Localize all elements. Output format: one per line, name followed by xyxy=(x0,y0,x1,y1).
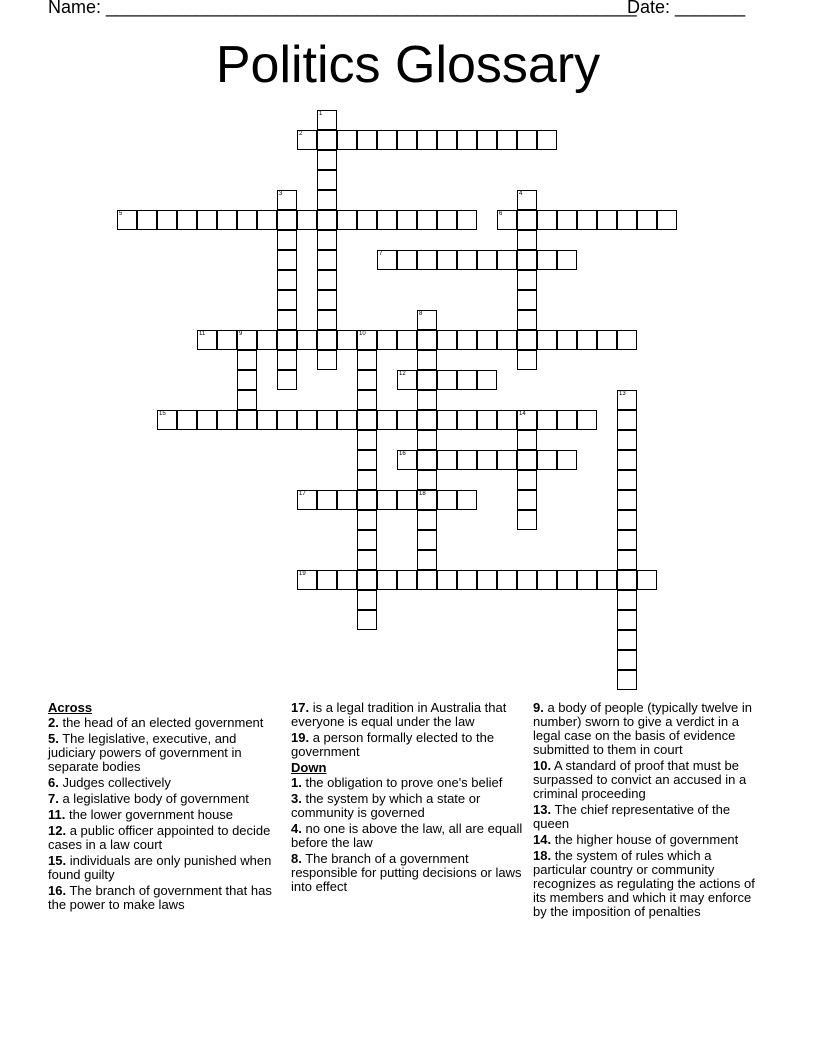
crossword-cell[interactable] xyxy=(277,310,297,330)
crossword-cell[interactable] xyxy=(297,570,317,590)
crossword-cell[interactable] xyxy=(517,130,537,150)
crossword-cell[interactable] xyxy=(397,370,417,390)
crossword-cell[interactable] xyxy=(337,410,357,430)
crossword-cell[interactable] xyxy=(517,450,537,470)
crossword-cell[interactable] xyxy=(377,570,397,590)
crossword-cell[interactable] xyxy=(437,410,457,430)
crossword-cell[interactable] xyxy=(317,150,337,170)
clue-number: 14 xyxy=(519,411,526,417)
clue-number: 6 xyxy=(499,211,503,217)
crossword-cell[interactable] xyxy=(617,470,637,490)
crossword-cell[interactable] xyxy=(617,210,637,230)
clue-number: 8 xyxy=(419,311,423,317)
crossword-cell[interactable] xyxy=(497,410,517,430)
crossword-cell[interactable] xyxy=(617,510,637,530)
crossword-cell[interactable] xyxy=(397,570,417,590)
crossword-cell[interactable] xyxy=(397,410,417,430)
crossword-cell[interactable] xyxy=(337,210,357,230)
crossword-cell[interactable] xyxy=(617,430,637,450)
crossword-cell[interactable] xyxy=(637,570,657,590)
crossword-cell[interactable] xyxy=(577,210,597,230)
crossword-cell[interactable] xyxy=(417,510,437,530)
crossword-cell[interactable] xyxy=(277,270,297,290)
crossword-cell[interactable] xyxy=(457,370,477,390)
crossword-cell[interactable] xyxy=(537,130,557,150)
crossword-cell[interactable] xyxy=(517,470,537,490)
crossword-cell[interactable] xyxy=(517,230,537,250)
crossword-cell[interactable] xyxy=(317,570,337,590)
crossword-cell[interactable] xyxy=(517,570,537,590)
crossword-cell[interactable] xyxy=(217,210,237,230)
crossword-cell[interactable] xyxy=(377,330,397,350)
crossword-cell[interactable] xyxy=(517,250,537,270)
crossword-cell[interactable] xyxy=(357,610,377,630)
crossword-cell[interactable] xyxy=(497,210,517,230)
clue-number: 9 xyxy=(239,331,243,337)
crossword-cell[interactable] xyxy=(137,210,157,230)
crossword-cell[interactable] xyxy=(257,210,277,230)
crossword-cell[interactable] xyxy=(597,570,617,590)
crossword-cell[interactable] xyxy=(437,210,457,230)
across-heading: Across xyxy=(48,700,93,715)
crossword-cell[interactable] xyxy=(517,190,537,210)
crossword-cell[interactable] xyxy=(617,490,637,510)
crossword-cell[interactable] xyxy=(337,330,357,350)
crossword-cell[interactable] xyxy=(277,410,297,430)
crossword-cell[interactable] xyxy=(517,410,537,430)
crossword-cell[interactable] xyxy=(617,410,637,430)
clue-number: 5 xyxy=(119,211,123,217)
clue-number: 4 xyxy=(519,191,523,197)
down-clue: 14. the higher house of government xyxy=(533,832,739,847)
crossword-cell[interactable] xyxy=(577,330,597,350)
down-clue: 10. A standard of proof that must be surpassed to convict an accused in a criminal proceeding xyxy=(533,758,747,801)
crossword-cell[interactable] xyxy=(357,470,377,490)
crossword-cell[interactable] xyxy=(477,330,497,350)
crossword-cell[interactable] xyxy=(437,130,457,150)
crossword-cell[interactable] xyxy=(417,310,437,330)
crossword-cell[interactable] xyxy=(557,570,577,590)
crossword-cell[interactable] xyxy=(277,290,297,310)
crossword-cell[interactable] xyxy=(297,330,317,350)
crossword-cell[interactable] xyxy=(417,550,437,570)
crossword-cell[interactable] xyxy=(557,210,577,230)
down-clue: 13. The chief representative of the queen xyxy=(533,802,731,831)
crossword-cell[interactable] xyxy=(617,450,637,470)
crossword-cell[interactable] xyxy=(197,410,217,430)
crossword-cell[interactable] xyxy=(357,570,377,590)
crossword-cell[interactable] xyxy=(497,330,517,350)
crossword-cell[interactable] xyxy=(617,670,637,690)
clue-number: 18 xyxy=(419,491,426,497)
clue-number: 16 xyxy=(399,451,406,457)
crossword-cell[interactable] xyxy=(517,270,537,290)
crossword-cell[interactable] xyxy=(417,450,437,470)
crossword-cell[interactable] xyxy=(437,250,457,270)
name-field[interactable]: Name: _____________________________________________________ xyxy=(48,0,637,17)
crossword-cell[interactable] xyxy=(617,630,637,650)
crossword-cell[interactable] xyxy=(357,390,377,410)
crossword-cell[interactable] xyxy=(437,450,457,470)
crossword-cell[interactable] xyxy=(357,410,377,430)
clues-column-3 xyxy=(533,701,765,921)
crossword-cell[interactable] xyxy=(397,490,417,510)
crossword-cell[interactable] xyxy=(557,410,577,430)
crossword-cell[interactable] xyxy=(197,330,217,350)
crossword-cell[interactable] xyxy=(417,570,437,590)
crossword-cell[interactable] xyxy=(157,410,177,430)
crossword-cell[interactable] xyxy=(437,370,457,390)
crossword-cell[interactable] xyxy=(437,570,457,590)
crossword-cell[interactable] xyxy=(297,130,317,150)
crossword-cell[interactable] xyxy=(477,370,497,390)
crossword-cell[interactable] xyxy=(457,490,477,510)
crossword-cell[interactable] xyxy=(277,370,297,390)
crossword-cell[interactable] xyxy=(177,410,197,430)
crossword-cell[interactable] xyxy=(237,410,257,430)
crossword-cell[interactable] xyxy=(357,530,377,550)
clue-number: 15 xyxy=(159,411,166,417)
clue-number: 19 xyxy=(299,571,306,577)
crossword-cell[interactable] xyxy=(577,570,597,590)
crossword-cell[interactable] xyxy=(417,330,437,350)
crossword-cell[interactable] xyxy=(297,410,317,430)
crossword-cell[interactable] xyxy=(317,230,337,250)
crossword-cell[interactable] xyxy=(497,130,517,150)
crossword-cell[interactable] xyxy=(317,190,337,210)
crossword-cell[interactable] xyxy=(317,290,337,310)
across-clue: 12. a public officer appointed to decide cases in a law court xyxy=(48,823,271,852)
crossword-cell[interactable] xyxy=(357,330,377,350)
crossword-cell[interactable] xyxy=(377,130,397,150)
crossword-cell[interactable] xyxy=(617,570,637,590)
crossword-cell[interactable] xyxy=(597,210,617,230)
crossword-cell[interactable] xyxy=(277,250,297,270)
crossword-cell[interactable] xyxy=(417,130,437,150)
down-clue: 9. a body of people (typically twelve in number) sworn to give a verdict in a legal case on the basis of evidence submitted to them in court xyxy=(533,700,752,757)
clue-number: 10 xyxy=(359,331,366,337)
crossword-cell[interactable] xyxy=(417,490,437,510)
down-clue: 8. The branch of a government responsible for putting decisions or laws into effect xyxy=(291,851,522,894)
crossword-cell[interactable] xyxy=(317,110,337,130)
crossword-cell[interactable] xyxy=(217,330,237,350)
page-title: Politics Glossary xyxy=(215,36,601,94)
crossword-cell[interactable] xyxy=(237,350,257,370)
crossword-cell[interactable] xyxy=(357,450,377,470)
crossword-cell[interactable] xyxy=(277,210,297,230)
crossword-cell[interactable] xyxy=(357,510,377,530)
crossword-cell[interactable] xyxy=(317,310,337,330)
crossword-cell[interactable] xyxy=(357,430,377,450)
crossword-cell[interactable] xyxy=(317,250,337,270)
crossword-cell[interactable] xyxy=(357,370,377,390)
crossword-cell[interactable] xyxy=(317,270,337,290)
crossword-cell[interactable] xyxy=(477,570,497,590)
crossword-cell[interactable] xyxy=(357,210,377,230)
crossword-cell[interactable] xyxy=(417,370,437,390)
crossword-cell[interactable] xyxy=(237,390,257,410)
across-clue: 7. a legislative body of government xyxy=(48,791,249,806)
crossword-cell[interactable] xyxy=(317,490,337,510)
crossword-cell[interactable] xyxy=(517,210,537,230)
crossword-cell[interactable] xyxy=(457,570,477,590)
crossword-cell[interactable] xyxy=(357,130,377,150)
clue-number: 2 xyxy=(299,131,303,137)
crossword-cell[interactable] xyxy=(457,410,477,430)
crossword-cell[interactable] xyxy=(557,330,577,350)
crossword-cell[interactable] xyxy=(617,550,637,570)
clues-column-2 xyxy=(291,701,523,896)
crossword-cell[interactable] xyxy=(377,250,397,270)
across-clue: 11. the lower government house xyxy=(48,807,234,822)
crossword-cell[interactable] xyxy=(377,410,397,430)
crossword-cell[interactable] xyxy=(537,450,557,470)
crossword-cell[interactable] xyxy=(617,330,637,350)
clue-number: 3 xyxy=(279,191,283,197)
crossword-cell[interactable] xyxy=(437,330,457,350)
crossword-cell[interactable] xyxy=(397,210,417,230)
crossword-cell[interactable] xyxy=(457,210,477,230)
crossword-cell[interactable] xyxy=(397,330,417,350)
crossword-cell[interactable] xyxy=(257,330,277,350)
crossword-cell[interactable] xyxy=(437,490,457,510)
across-clue: 6. Judges collectively xyxy=(48,775,171,790)
crossword-cell[interactable] xyxy=(597,330,617,350)
across-clue: 2. the head of an elected government xyxy=(48,715,264,730)
crossword-cell[interactable] xyxy=(517,330,537,350)
crossword-cell[interactable] xyxy=(317,210,337,230)
crossword-cell[interactable] xyxy=(657,210,677,230)
crossword-cell[interactable] xyxy=(337,130,357,150)
crossword-cell[interactable] xyxy=(357,350,377,370)
crossword-cell[interactable] xyxy=(617,590,637,610)
crossword-cell[interactable] xyxy=(457,130,477,150)
crossword-cell[interactable] xyxy=(417,210,437,230)
crossword-cell[interactable] xyxy=(537,330,557,350)
crossword-cell[interactable] xyxy=(417,410,437,430)
crossword-cell[interactable] xyxy=(417,530,437,550)
crossword-cell[interactable] xyxy=(517,310,537,330)
crossword-cell[interactable] xyxy=(497,450,517,470)
crossword-cell[interactable] xyxy=(537,410,557,430)
crossword-cell[interactable] xyxy=(177,210,197,230)
crossword-cell[interactable] xyxy=(157,210,177,230)
crossword-cell[interactable] xyxy=(557,450,577,470)
crossword-cell[interactable] xyxy=(517,350,537,370)
crossword-cell[interactable] xyxy=(417,470,437,490)
date-field[interactable]: Date: _______ xyxy=(627,0,746,17)
down-clue: 3. the system by which a state or community is governed xyxy=(291,791,481,820)
down-clue: 4. no one is above the law, all are equall before the law xyxy=(291,821,523,850)
crossword-cell[interactable] xyxy=(357,590,377,610)
crossword-cell[interactable] xyxy=(377,490,397,510)
across-clue: 5. The legislative, executive, and judiciary powers of government in separate bodies xyxy=(48,731,242,774)
crossword-cell[interactable] xyxy=(317,130,337,150)
crossword-cell[interactable] xyxy=(537,250,557,270)
crossword-cell[interactable] xyxy=(197,210,217,230)
crossword-cell[interactable] xyxy=(317,410,337,430)
clue-number: 11 xyxy=(199,331,206,337)
across-clue: 16. The branch of government that has the power to make laws xyxy=(48,883,272,912)
clue-number: 12 xyxy=(399,371,406,377)
crossword-cell[interactable] xyxy=(397,250,417,270)
clue-number: 7 xyxy=(379,251,383,257)
clue-number: 17 xyxy=(299,491,306,497)
crossword-cell[interactable] xyxy=(397,450,417,470)
crossword-cell[interactable] xyxy=(517,290,537,310)
crossword-cell[interactable] xyxy=(337,570,357,590)
crossword-cell[interactable] xyxy=(257,410,277,430)
crossword-cell[interactable] xyxy=(277,190,297,210)
crossword-cell[interactable] xyxy=(417,250,437,270)
crossword-cell[interactable] xyxy=(537,570,557,590)
crossword-cell[interactable] xyxy=(417,430,437,450)
crossword-cell[interactable] xyxy=(477,130,497,150)
crossword-cell[interactable] xyxy=(637,210,657,230)
crossword-cell[interactable] xyxy=(497,570,517,590)
crossword-cell[interactable] xyxy=(277,230,297,250)
crossword-cell[interactable] xyxy=(457,330,477,350)
crossword-cell[interactable] xyxy=(617,610,637,630)
crossword-cell[interactable] xyxy=(477,250,497,270)
crossword-cell[interactable] xyxy=(517,490,537,510)
crossword-cell[interactable] xyxy=(297,490,317,510)
crossword-cell[interactable] xyxy=(117,210,137,230)
crossword-cell[interactable] xyxy=(497,250,517,270)
crossword-cell[interactable] xyxy=(357,550,377,570)
crossword-cell[interactable] xyxy=(457,250,477,270)
crossword-cell[interactable] xyxy=(357,490,377,510)
crossword-cell[interactable] xyxy=(317,330,337,350)
crossword-cell[interactable] xyxy=(397,130,417,150)
crossword-cell[interactable] xyxy=(237,330,257,350)
crossword-cell[interactable] xyxy=(417,350,437,370)
crossword-cell[interactable] xyxy=(517,430,537,450)
across-clue: 15. individuals are only punished when found guilty xyxy=(48,853,272,882)
crossword-cell[interactable] xyxy=(377,210,397,230)
clue-number: 1 xyxy=(319,111,323,117)
crossword-cell[interactable] xyxy=(577,410,597,430)
crossword-cell[interactable] xyxy=(617,530,637,550)
crossword-cell[interactable] xyxy=(217,410,237,430)
crossword-cell[interactable] xyxy=(277,350,297,370)
crossword-cell[interactable] xyxy=(537,210,557,230)
crossword-cell[interactable] xyxy=(517,510,537,530)
crossword-cell[interactable] xyxy=(237,370,257,390)
crossword-cell[interactable] xyxy=(317,350,337,370)
crossword-cell[interactable] xyxy=(477,410,497,430)
crossword-cell[interactable] xyxy=(617,390,637,410)
across-clue: 19. a person formally elected to the government xyxy=(291,730,495,759)
crossword-cell[interactable] xyxy=(317,170,337,190)
crossword-cell[interactable] xyxy=(297,210,317,230)
across-clue: 17. is a legal tradition in Australia that everyone is equal under the law xyxy=(291,700,507,729)
crossword-cell[interactable] xyxy=(237,210,257,230)
crossword-cell[interactable] xyxy=(557,250,577,270)
down-heading: Down xyxy=(291,760,327,775)
clues-column-1 xyxy=(48,701,280,914)
crossword-cell[interactable] xyxy=(337,490,357,510)
down-clue: 1. the obligation to prove one's belief xyxy=(291,775,503,790)
crossword-cell[interactable] xyxy=(477,450,497,470)
crossword-cell[interactable] xyxy=(277,330,297,350)
crossword-cell[interactable] xyxy=(457,450,477,470)
down-clue: 18. the system of rules which a particular country or community recognizes as regulating the actions of its members and which it may enforce by the imposition of penalties xyxy=(533,848,755,919)
crossword-cell[interactable] xyxy=(417,390,437,410)
crossword-cell[interactable] xyxy=(617,650,637,670)
clue-number: 13 xyxy=(619,391,626,397)
